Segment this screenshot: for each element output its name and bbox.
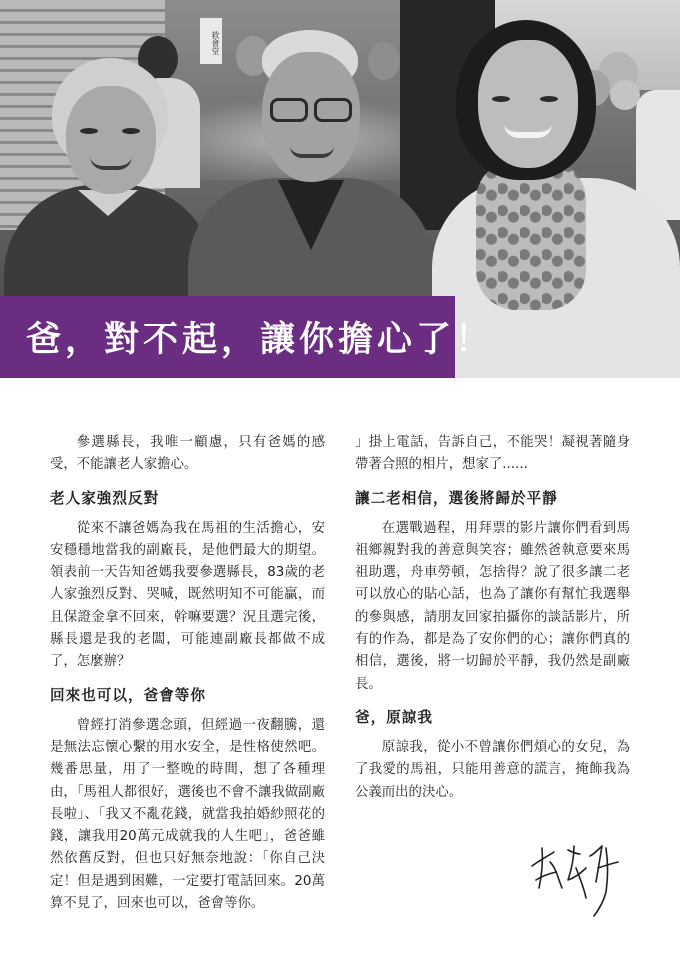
father-smile <box>290 146 334 158</box>
mother-face <box>66 86 156 194</box>
wall-sign: 救會堂 <box>200 18 222 64</box>
mother-eye <box>122 128 140 134</box>
daughter-eye <box>540 96 558 102</box>
left-column <box>50 432 325 915</box>
polka-dot-scarf <box>476 160 586 310</box>
section-heading: 讓二老相信，選後將歸於平靜 <box>355 489 558 507</box>
right-column <box>355 432 630 804</box>
body-paragraph: 從來不讓爸媽為我在馬祖的生活擔心，安安穩穩地當我的副廠長，是他們最大的期望。領表前一天告知爸媽我要參選縣長，83歲的老人家強烈反對、哭喊，既然明知不可能贏，而且保證金拿不回來，幹嘛要選？況且選完後，縣長還是我的老闆，可能連副廠長都做不成了，怎麼辦？ <box>50 520 325 670</box>
section-heading: 回來也可以，爸會等你 <box>50 686 206 704</box>
continuation-paragraph: 」掛上電話，告訴自己，不能哭！凝視著隨身帶著合照的相片，想家了...... <box>355 435 630 473</box>
title-banner <box>0 296 495 378</box>
daughter-face <box>478 40 578 168</box>
section-heading: 老人家強烈反對 <box>50 489 160 507</box>
intro-paragraph: 參選縣長，我唯一顧慮，只有爸媽的感受，不能讓老人家擔心。 <box>50 435 325 473</box>
glasses-icon <box>314 98 352 122</box>
body-paragraph: 在選戰過程，用拜票的影片讓你們看到馬祖鄉親對我的善意與笑容；雖然爸執意要來馬祖助選，舟車勞頓，怎捨得？說了很多讓二老可以放心的貼心話，也為了讓你有幫忙我選舉的參與感，請朋友回家拍攝你的談話影片，所有的作為，都是為了安你們的心；讓你們真的相信，選後，將一切歸於平靜，我仍然是副廠長。 <box>355 520 630 692</box>
section-heading: 爸，原諒我 <box>355 708 433 726</box>
guest-head <box>368 42 400 80</box>
body-paragraph: 原諒我，從小不曾讓你們煩心的女兒，為了我愛的馬祖，只能用善意的謊言，掩飾我為公義而出的決心。 <box>355 739 630 800</box>
daughter-eye <box>492 96 510 102</box>
mother-eye <box>80 128 98 134</box>
body-paragraph: 曾經打消參選念頭，但經過一夜翻騰，還是無法忘懷心繫的用水安全，是性格使然吧。幾番思量，用了一整晚的時間，想了各種理由，「馬祖人都很好，選後也不會不讓我做副廠長啦」、「我又不亂花錢，就當我拍婚紗照花的錢，讓我用20萬元成就我的人生吧」，爸爸雖然依舊反對，但也只好無奈地說：「你自己決定！但是遇到困難，一定要打電話回來。20萬算不見了，回來也可以，爸會等你。 <box>50 717 325 912</box>
daughter-smile <box>504 124 552 138</box>
handwritten-signature <box>528 838 628 922</box>
page-title: 爸，對不起，讓你擔心了！ <box>26 319 495 360</box>
glasses-icon <box>270 98 308 122</box>
